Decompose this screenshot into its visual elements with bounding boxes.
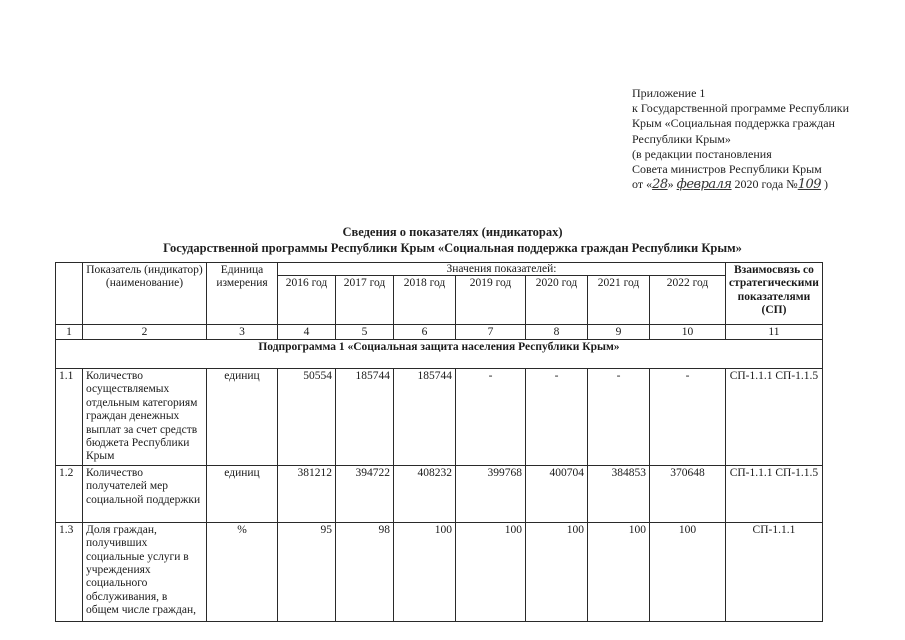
value-cell: 100 xyxy=(394,522,456,621)
value-cell: 408232 xyxy=(394,465,456,522)
header-relation: Взаимосвязь со стратегическими показателями (СП) xyxy=(726,263,823,325)
header-year: 2022 год xyxy=(650,276,726,325)
table-row xyxy=(56,369,823,466)
value-cell: 100 xyxy=(588,522,650,621)
relation-cell: СП-1.1.1 xyxy=(726,522,823,621)
appendix-line: Приложение 1 xyxy=(632,86,706,100)
column-number: 1 xyxy=(56,325,83,340)
header-year: 2019 год xyxy=(456,276,526,325)
relation-cell: СП-1.1.1 СП-1.1.5 xyxy=(726,369,823,466)
column-number: 3 xyxy=(207,325,278,340)
column-number: 10 xyxy=(650,325,726,340)
row-number: 1.3 xyxy=(56,522,83,621)
value-cell: 384853 xyxy=(588,465,650,522)
handwritten-number: 109 xyxy=(797,177,822,193)
document-title xyxy=(50,224,855,256)
subprogram-row xyxy=(56,340,823,369)
column-number: 6 xyxy=(394,325,456,340)
value-cell: 95 xyxy=(278,522,336,621)
unit-cell: % xyxy=(207,522,278,621)
unit-cell: единиц xyxy=(207,465,278,522)
header-row xyxy=(56,263,823,276)
value-cell: 100 xyxy=(650,522,726,621)
appendix-line: к Государственной программе Республики xyxy=(632,101,849,116)
table-row xyxy=(56,465,823,522)
value-cell: 100 xyxy=(526,522,588,621)
header-year: 2018 год xyxy=(394,276,456,325)
column-number: 2 xyxy=(83,325,207,340)
value-cell: 98 xyxy=(336,522,394,621)
indicator-name: Количество получателей мер социальной поддержки xyxy=(83,465,207,522)
date-quote: » xyxy=(667,177,674,192)
row-number: 1.1 xyxy=(56,369,83,466)
value-cell: 100 xyxy=(456,522,526,621)
indicator-name: Доля граждан, получивших социальные услуги в учреждениях социального обслуживания, в общем числе граждан, xyxy=(83,522,207,621)
appendix-block xyxy=(632,86,897,192)
appendix-line: Совета министров Республики Крым xyxy=(632,162,822,177)
value-cell: - xyxy=(650,369,726,466)
column-number: 11 xyxy=(726,325,823,340)
column-number: 9 xyxy=(588,325,650,340)
value-cell: 381212 xyxy=(278,465,336,522)
value-cell: 400704 xyxy=(526,465,588,522)
date-prefix: от « xyxy=(632,177,653,192)
value-cell: - xyxy=(588,369,650,466)
header-year: 2021 год xyxy=(588,276,650,325)
subprogram-title: Подпрограмма 1 «Социальная защита населения Республики Крым» xyxy=(56,340,823,369)
value-cell: 185744 xyxy=(394,369,456,466)
value-cell: 370648 xyxy=(650,465,726,522)
header-unit: Единица измерения xyxy=(207,263,278,325)
indicator-name: Количество осуществляемых отдельным категориям граждан денежных выплат за счет средств бюджета Республики Крым xyxy=(83,369,207,466)
title-line-1: Сведения о показателях (индикаторах) xyxy=(342,225,563,239)
appendix-line: (в редакции постановления xyxy=(632,146,772,161)
date-suffix: ) xyxy=(824,177,829,192)
table-row xyxy=(56,522,823,621)
relation-cell: СП-1.1.1 СП-1.1.5 xyxy=(726,465,823,522)
value-cell: - xyxy=(456,369,526,466)
header-indicator: Показатель (индикатор) (наименование) xyxy=(83,263,207,325)
value-cell: - xyxy=(526,369,588,466)
column-number: 8 xyxy=(526,325,588,340)
column-number: 7 xyxy=(456,325,526,340)
handwritten-month: февраля xyxy=(676,177,732,193)
value-cell: 394722 xyxy=(336,465,394,522)
value-cell: 50554 xyxy=(278,369,336,466)
header-values: Значения показателей: xyxy=(278,263,726,276)
value-cell: 399768 xyxy=(456,465,526,522)
handwritten-day: 28 xyxy=(652,177,668,193)
row-number: 1.2 xyxy=(56,465,83,522)
title-line-2: Государственной программы Республики Крым «Социальная поддержка граждан Республики Крым» xyxy=(163,241,742,255)
unit-cell: единиц xyxy=(207,369,278,466)
appendix-line: Республики Крым» xyxy=(632,131,731,146)
column-number: 5 xyxy=(336,325,394,340)
appendix-date-line xyxy=(632,177,897,192)
column-number-row xyxy=(56,325,823,340)
header-year: 2017 год xyxy=(336,276,394,325)
date-year-text: 2020 года № xyxy=(734,177,798,192)
indicators-table xyxy=(55,262,823,622)
value-cell: 185744 xyxy=(336,369,394,466)
header-year: 2020 год xyxy=(526,276,588,325)
header-year: 2016 год xyxy=(278,276,336,325)
appendix-line: Крым «Социальная поддержка граждан xyxy=(632,116,835,131)
header-num-cell xyxy=(56,263,83,325)
column-number: 4 xyxy=(278,325,336,340)
